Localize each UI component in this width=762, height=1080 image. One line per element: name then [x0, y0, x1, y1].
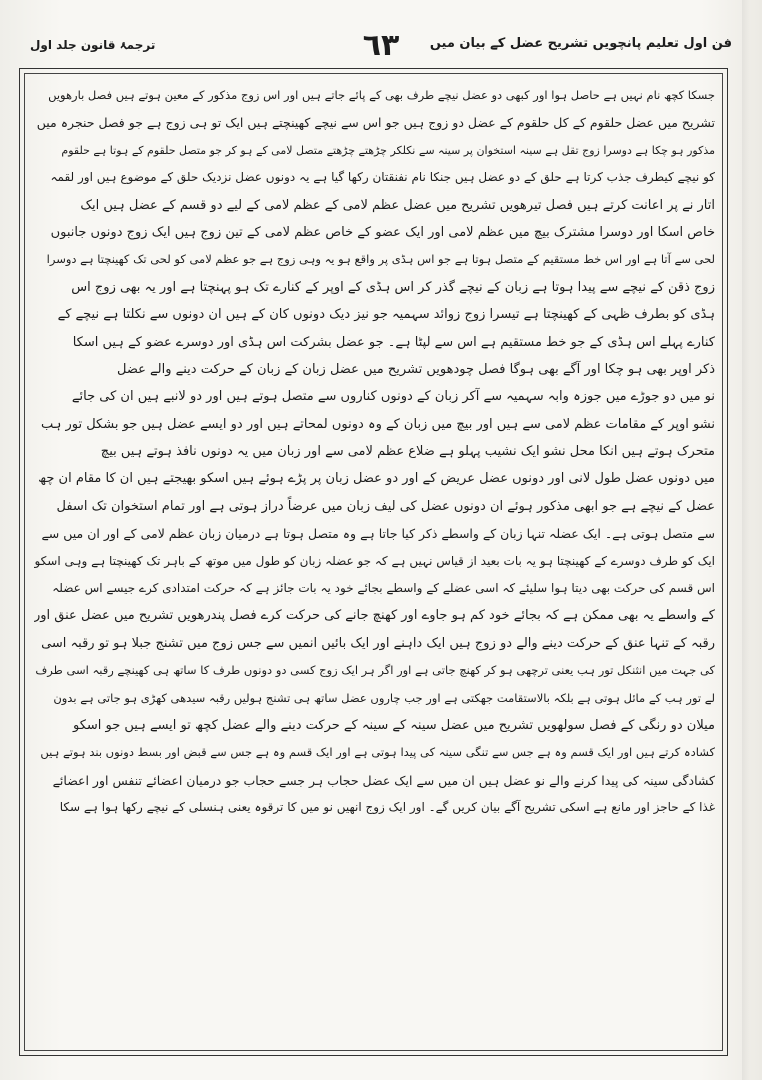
- text-line: میلان دو رنگی کے فصل سولھویں تشریح میں عضل سینہ کے سینہ کے حرکت دینے والے عضل کچھ تو ایسے ہیں جو اسکو: [72, 717, 715, 733]
- text-line: لے تور ہب کے مائل ہوتی ہے بلکہ بالاستقامت جھکتی ہے اور جب چاروں عضل ساتھ ہی تشنج ہولیں رقبہ سیدھی کھڑی ہو جاتی ہے بدون: [53, 690, 715, 705]
- text-line: خاص اسکا اور دوسرا مشترک بیچ میں عظم لامی اور ایک عضو کے خاص عظم لامی کے تین زوج ہیں ایک زوج دونوں جانبوں: [50, 224, 715, 240]
- book-title: ترجمۂ قانون جلد اول: [30, 38, 156, 52]
- text-line: کشادگی سینہ کی پیدا کرنے والے نو عضل ہیں ان میں سے ایک عضل حجاب ہر جسے حجاب جو درمیان اعضائے تنفس اور اعضائے: [52, 772, 715, 788]
- text-line: اس قسم کی حرکت بھی دیتا ہوا سلیئے کہ اسی عضلے کے واسطے بجائے خود یہ بات جائز ہے کہ حرکت امتدادی کرے جیسے اس عضلہ: [52, 581, 715, 596]
- text-line: کو نیچے کیطرف جذب کرتا ہے حلق کے دو عضل ہیں جنکا نام نفنقتان رکھا گیا ہے یہ دونوں عضل نزدیک حلق کے موضوع ہیں اور لقمہ: [50, 170, 715, 185]
- text-line: متحرک ہوتے ہیں انکا محل نشو ایک نشیب پہلو ہے ضلاع عظم لامی سے اور زبان میں یہ دونوں نافذ ہوتے ہیں بیچ: [100, 444, 715, 460]
- text-line: رقبہ کے تنہا عنق کے حرکت دینے والے دو زوج ہیں ایک داہنے اور ایک بائیں انمیں سے جس زوج میں تشنج جبلا ہو تو رقبہ اسی: [41, 635, 715, 651]
- text-line: ہڈی کو بطرف ظہی کے کھینچتا ہے تیسرا زوج زوائد سہمیہ جو نیز دیک دونوں کان کے ہیں ان دونوں سے نکلتا ہے نیچے کے: [57, 307, 715, 323]
- text-line: کشادہ کرتے ہیں اور ایک قسم وہ ہے جس سے تنگی سینہ کی پیدا ہوتی ہے اور ایک قسم وہ ہے جس سے قبض اور بسط دونوں بند ہوتے ہیں: [40, 745, 715, 760]
- text-line: ذکر اوپر بھی ہو چکا اور آگے بھی ہوگا فصل چودھویں تشریح میں عضل زبان کے زبان کے حرکت دینے والے عضل: [117, 361, 715, 377]
- text-line: عضل کے نیچے ہے جو ابھی مذکور ہوئے ان دونوں عضل کی لیف زبان میں عرضاً دراز ہوتی ہے اور تمام استخوان تک اسفل: [56, 498, 715, 514]
- text-line: زوج ذقن کے نیچے سے پیدا ہوتا ہے زبان کے نیچے گذر کر اس ہڈی کے اوپر کے کنارے تک ہو پہنچتا ہے اور یہ بھی زوج اس: [71, 279, 715, 295]
- text-line: لحی سے آتا ہے اور اس خط مستقیم کے متصل ہوتا ہے جو اس ہڈی پر واقع ہو یہ وہی زوج ہے جو عظم لامی کو لحی تک کھینچتا ہے دوسرا: [46, 252, 715, 267]
- text-line: کنارے پہلے اس ہڈی کے جو خط مستقیم ہے اس سے لپٹا ہے۔ جو عضل بشرکت اس ہڈی اور دوسرے عضو کے ہیں اسکا: [72, 334, 715, 350]
- text-line: نشو اوپر کے مقامات عظم لامی سے ہیں اور بیچ میں زبان کے وہ دونوں لمحاتے ہیں اور دو ایسے عضل ہیں جو بشکل تور ہب: [40, 416, 715, 432]
- text-line: اتار نے پر اعانت کرتے ہیں فصل تیرھویں تشریح میں عضل عظم لامی کے عظم لامی کے لیے دو قسم کے عضل ہیں ایک: [80, 197, 715, 213]
- chapter-title: فن اول تعلیم پانچویں تشریح عضل کے بیان میں: [429, 36, 732, 51]
- text-line: کے واسطے یہ بھی ممکن ہے کہ بجائے خود کم ہو جاوے اور کھنچ جانے کی حرکت کرے فصل پندرھویں تشریح میں عضل عنق اور: [34, 608, 715, 624]
- text-line: ایک کو طرف دوسرے کے کھینچتا ہو یہ بات بعید از قیاس نہیں ہے کہ جو عضلہ زبان کو طول میں موتھ کے باہر تک کھینچتا ہے وہی اسکو: [34, 553, 715, 568]
- text-line: جسکا کچھ نام نہیں ہے حاصل ہوا اور کبھی دو عضل نیچے طرف بھی کے پائے جاتے ہیں اور اس زوج مذکور کے معین ہوتے ہیں فصل بارھویں: [48, 88, 715, 102]
- text-line: سے متصل ہوتی ہے۔ ایک عضلہ تنہا زبان کے واسطے ذکر کیا جاتا ہے وہ متصل ہوتا ہے درمیان زبان عظم لامی کے اور ان میں سے: [41, 526, 715, 542]
- text-line: تشریح میں عضل حلقوم کے کل حلقوم کے عضل دو زوج ہیں جو اس سے نیچے کھینچتے ہیں ایک تو ہی زوج ہے جو فصل حنجرہ میں: [36, 115, 715, 131]
- text-line: میں دونوں عضل طول لانی اور دونوں عضل عریض کے اور دو عضل زبان پر پڑے ہوئے ہیں اسکو بھیجتے ہیں ان کا مقام ان چھ: [38, 471, 715, 487]
- body-text: [34, 82, 715, 1044]
- page-header: [22, 28, 740, 66]
- page-edge-shadow: [742, 0, 750, 1080]
- text-line: کی جہت میں انثنکل تور ہب یعنی ترچھی ہو کر کھنچ جاتی ہے اور اگر ہر ایک زوج کسی دو دونوں طرف کا ساتھ ہی کھینچے رقبہ اسی طرف: [35, 663, 715, 678]
- page-number: ٦٣: [362, 28, 400, 63]
- text-line: مذکور ہو چکا ہے دوسرا زوج تقل ہے سینہ استخوان پر سینہ سے نکلکر چڑھتے چڑھتے متصل لامی کے ہو کر جو متصل حلقوم کے ہوتا ہے حلقوم: [61, 143, 715, 157]
- text-line: غذا کے حاجز اور مانع ہے اسکی تشریح آگے بیان کریں گے۔ اور ایک زوج انھیں نو میں کا ترقوہ یعنی ہنسلی کے نیچے رکھا ہوا ہے سکا: [59, 800, 715, 815]
- text-line: نو میں دو جوڑے میں جوزہ وابہ سہمیہ سے آکر زبان کے دونوں کناروں سے متصل ہوتے ہیں اور دو لانبے ہیں ان کی جائے: [71, 389, 715, 405]
